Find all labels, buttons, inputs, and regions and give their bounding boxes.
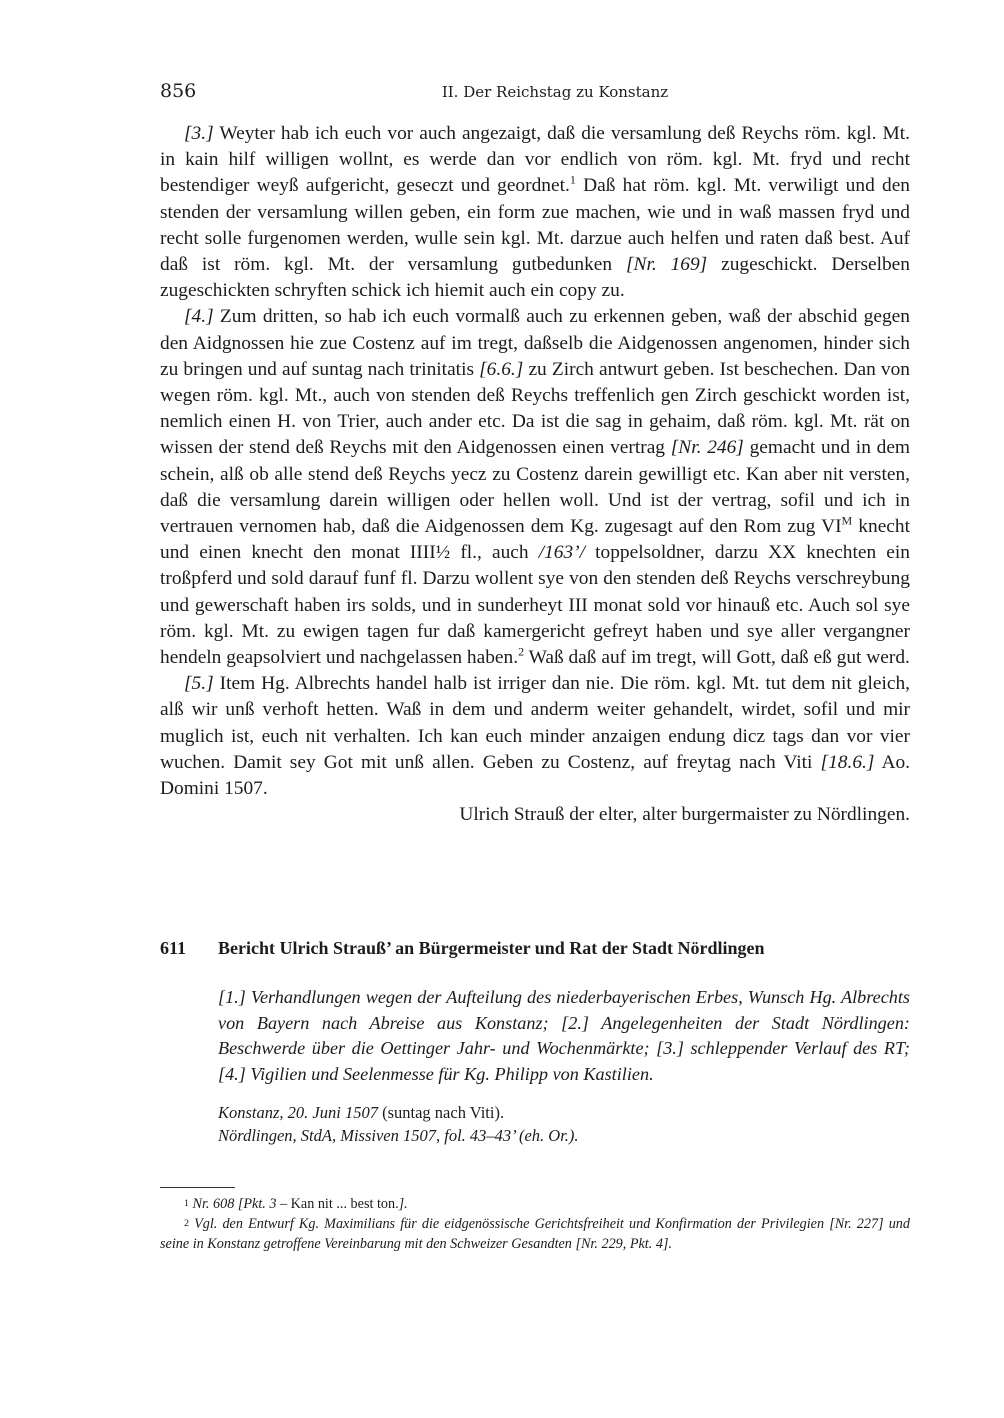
paragraph-4: [4.] Zum dritten, so hab ich euch vormalß auch zu erkennen geben, waß der abschid gegen den Aidgnossen hie zue Costenz auf im tregt, daßselb die Aidgenossen angenomen, hinder sich zu bringen und auf suntag nach trinitatis [6.6.] zu Zirch antwurt geben. Ist beschechen. Dan von wegen röm. kgl. Mt., auch von stenden deß Reychs treffenlich gen Zirch geschickt worden ist, nemlich einen H. von Trier, auch ander etc. Da ist die sag in gehaim, daß röm. kgl. Mt. rät on wissen der stend deß Reychs mit den Aidgenossen einen vertrag [Nr. 246] gemacht und in dem schein, alß ob alle stend deß Reychs yecz zu Costenz darein gewilligt etc. Kan aber nit versten, daß die versamlung darein willigen oder hellen woll. Und ist der vertrag, sofil und ich in vertrauen vernomen hab, daß die Aidgenossen dem Kg. zugesagt auf den Rom zug $VI^M$ knecht und einen knecht den monat IIII½ fl., auch /163’/ toppelsoldner, darzu XX knechten ein troßpferd und sold darauf funf fl. Darzu wollent sye von den stenden deß Reychs verschreybung und gewerschaft haben irs solds, und in sunderheyt III monat sold vor hinauß etc. Auch sol sye röm. kgl. Mt. zu ewigen tagen fur daß kamergericht gefreyt haben und sye aller vergangner hendeln geapsolviert und nachgelassen haben.$^2$ Waß daß auf im tregt, will Gott, daß eß gut werd. <box>160 306 911 669</box>
document-title: Bericht Ulrich Strauß’ an Bürgermeister und Rat der Stadt Nördlingen <box>218 938 765 958</box>
date-annotation: [18.6.] <box>820 751 875 773</box>
place-date-line <box>218 1101 910 1124</box>
paragraph-3: [3.] Weyter hab ich euch vor auch angezaigt, daß die versamlung deß Reychs röm. kgl. Mt. in kain hilf willigen wollnt, es werde dan vor endlich von röm. kgl. Mt. fryd und recht bestendiger weyß aufgericht, geseczt und geordnet.$^1$ Daß hat röm. kgl. Mt. verwiligt und den stenden der versamlung willen geben, ein form zue machen, wie und in waß massen fryd und recht solle furgenomen werden, wulle sein kgl. Mt. darzue auch helfen und raten daß best. Auf daß ist röm. kgl. Mt. der versamlung gutbedunken [Nr. 169] zugeschickt. Derselben zugeschickten schryften schick ich hiemit auch ein copy zu. <box>160 123 910 302</box>
footnote-ref: 2 <box>518 644 525 659</box>
footnotes <box>160 1194 910 1254</box>
date-annotation: [6.6.] <box>479 358 524 380</box>
paragraph-5: [5.] Item Hg. Albrechts handel halb ist irriger dan nie. Die röm. kgl. Mt. tut dem nit gleich, alß wir unß verhoft hetten. Waß in dem und anderm weiter gehandelt, wirdet, sofil und mir muglich ist, euch nit verhalten. Ich kan euch minder anzaigen endung dicz tags dan vor vier wuchen. Damit sey Got mit unß allen. Geben zu Costenz, auf freytag nach Viti [18.6.] Ao. Domini 1507. <box>160 673 910 800</box>
running-title: II. Der Reichstag zu Konstanz <box>441 83 669 101</box>
footnote-1: 1 Nr. 608 [Pkt. 3 – Kan nit ... best ton.]. <box>184 1196 408 1212</box>
document-regest: [1.] Verhandlungen wegen der Aufteilung des niederbayerischen Erbes, Wunsch Hg. Albrechts von Bayern nach Abreise aus Konstanz; [2.] Angelegenheiten der Stadt Nördlingen: Beschwerde über die Oettinger Jahr- und Wochenmärkte; [3.] schleppender Verlauf des RT; [4.] Vigilien und Seelenmesse für Kg. Philipp von Kastilien. <box>218 987 910 1084</box>
signature: Ulrich Strauß der elter, alter burgermaister zu Nördlingen. <box>459 804 910 826</box>
page-number: 856 <box>160 80 197 102</box>
cross-reference: [Nr. 246] <box>670 437 744 459</box>
footnote-marker: 2 <box>184 1218 189 1230</box>
letter-body <box>160 121 910 828</box>
source-line <box>218 1124 910 1147</box>
footnote-2: 2 Vgl. den Entwurf Kg. Maximilians für die eidgenössische Gerichtsfreiheit und Konfirmation der Privilegien [Nr. 227] und seine in Konstanz getroffene Vereinbarung mit den Schweizer Gesandten [Nr. 229, Pkt. 4]. <box>160 1216 910 1253</box>
page-header <box>160 80 910 110</box>
document-dating <box>218 1101 910 1147</box>
paragraph-number: [3.] <box>184 123 214 144</box>
paragraph-number: [4.] <box>184 306 214 328</box>
cross-reference: [Nr. 169] <box>625 254 708 276</box>
superscript-m: M <box>841 513 853 528</box>
footnote-divider <box>160 1187 235 1188</box>
footnote-ref: 1 <box>569 172 576 187</box>
folio-marker: /163’/ <box>538 542 586 564</box>
footnote-marker: 1 <box>184 1198 189 1210</box>
place-date-note: (suntag nach Viti). <box>377 1103 505 1122</box>
place-date: Konstanz, 20. Juni 1507 <box>218 1103 378 1122</box>
paragraph-number: [5.] <box>184 673 214 695</box>
archival-source: Nördlingen, StdA, Missiven 1507, fol. 43–43’ (eh. Or.). <box>218 1126 579 1145</box>
document-number: 611 <box>160 938 187 958</box>
